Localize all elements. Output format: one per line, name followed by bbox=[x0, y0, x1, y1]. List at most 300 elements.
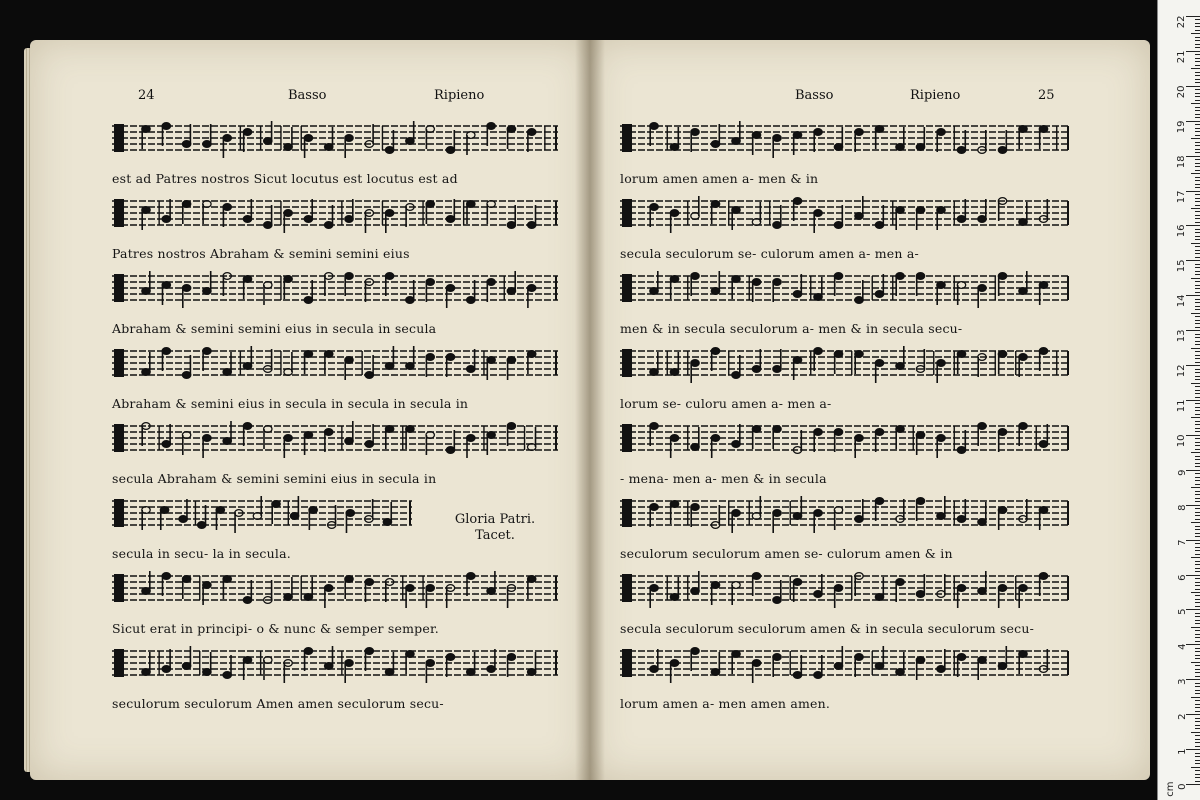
ruler-tick bbox=[1195, 739, 1200, 740]
ruler-tick bbox=[1195, 707, 1200, 708]
ruler-tick bbox=[1195, 152, 1200, 153]
ruler-tick bbox=[1195, 718, 1200, 719]
ruler-tick bbox=[1186, 365, 1200, 366]
ruler-tick bbox=[1195, 302, 1200, 303]
lyric-line: seculorum seculorum Amen amen seculorum secu- bbox=[112, 696, 444, 711]
ruler-tick bbox=[1195, 107, 1200, 108]
ruler-tick bbox=[1186, 330, 1200, 331]
ruler-tick bbox=[1195, 735, 1200, 736]
ruler-tick bbox=[1195, 23, 1200, 24]
ruler-tick bbox=[1191, 208, 1200, 209]
ruler-tick bbox=[1195, 442, 1200, 443]
ruler-unit: cm bbox=[1164, 781, 1176, 797]
ruler-tick bbox=[1195, 211, 1200, 212]
music-system bbox=[112, 343, 558, 411]
ruler-tick bbox=[1195, 264, 1200, 265]
ruler-tick bbox=[1195, 648, 1200, 649]
ruler-tick bbox=[1195, 651, 1200, 652]
music-system bbox=[112, 493, 412, 561]
ruler-label: 2 bbox=[1176, 713, 1188, 721]
ruler-tick bbox=[1191, 417, 1200, 418]
ruler-tick bbox=[1195, 498, 1200, 499]
ruler-tick bbox=[1195, 170, 1200, 171]
lyric-line: Abraham & semini eius in secula in secula in secula in bbox=[112, 396, 469, 411]
staff-container bbox=[620, 118, 1070, 158]
ruler-tick bbox=[1195, 110, 1200, 111]
ruler-label: 10 bbox=[1176, 434, 1188, 448]
ruler-tick bbox=[1195, 693, 1200, 694]
ruler-tick bbox=[1195, 341, 1200, 342]
lyric-line: lorum amen amen a- men & in bbox=[620, 171, 819, 186]
ruler-tick bbox=[1195, 145, 1200, 146]
ruler-tick bbox=[1195, 114, 1200, 115]
ruler-tick bbox=[1186, 121, 1200, 122]
ruler-tick bbox=[1195, 445, 1200, 446]
ruler-tick bbox=[1195, 344, 1200, 345]
ruler-tick bbox=[1195, 529, 1200, 530]
ruler-tick bbox=[1195, 658, 1200, 659]
ruler-tick bbox=[1195, 306, 1200, 307]
ruler-tick bbox=[1195, 177, 1200, 178]
ruler-tick bbox=[1186, 435, 1200, 436]
music-system bbox=[112, 568, 558, 636]
ruler-tick bbox=[1195, 543, 1200, 544]
ruler-tick bbox=[1195, 578, 1200, 579]
ruler-tick bbox=[1195, 58, 1200, 59]
ruler-tick bbox=[1191, 138, 1200, 139]
ruler-tick bbox=[1195, 704, 1200, 705]
ruler-tick bbox=[1195, 473, 1200, 474]
right-page-number: 25 bbox=[1038, 88, 1055, 103]
ruler-tick bbox=[1195, 299, 1200, 300]
ruler-tick bbox=[1195, 438, 1200, 439]
music-system bbox=[620, 343, 1070, 411]
ruler-tick bbox=[1195, 421, 1200, 422]
ruler-tick bbox=[1195, 630, 1200, 631]
staff-container bbox=[620, 493, 1070, 533]
ruler-tick bbox=[1195, 292, 1200, 293]
ruler-tick bbox=[1186, 749, 1200, 750]
ruler-tick bbox=[1195, 246, 1200, 247]
ruler-tick bbox=[1195, 711, 1200, 712]
ruler-tick bbox=[1195, 93, 1200, 94]
ruler-tick bbox=[1191, 348, 1200, 349]
ruler-tick bbox=[1195, 397, 1200, 398]
open-book bbox=[30, 40, 1150, 780]
ruler-tick bbox=[1195, 602, 1200, 603]
ruler-tick bbox=[1191, 732, 1200, 733]
ruler-tick bbox=[1195, 613, 1200, 614]
ruler-label: 15 bbox=[1176, 259, 1188, 273]
ruler-tick bbox=[1195, 526, 1200, 527]
tacet-line-1: Gloria Patri. bbox=[454, 512, 536, 527]
ruler-tick bbox=[1195, 686, 1200, 687]
ruler-tick bbox=[1195, 358, 1200, 359]
staff-container bbox=[112, 493, 412, 533]
ruler-tick bbox=[1195, 620, 1200, 621]
ruler-label: 3 bbox=[1176, 678, 1188, 686]
ruler-tick bbox=[1186, 609, 1200, 610]
ruler-tick bbox=[1195, 508, 1200, 509]
music-system bbox=[620, 118, 1070, 186]
ruler-tick bbox=[1195, 770, 1200, 771]
ruler-tick bbox=[1195, 676, 1200, 677]
ruler-label: 5 bbox=[1176, 608, 1188, 616]
ruler-tick bbox=[1191, 383, 1200, 384]
ruler-tick bbox=[1195, 135, 1200, 136]
ruler-label: 20 bbox=[1176, 85, 1188, 99]
ruler-label: 19 bbox=[1176, 120, 1188, 133]
staff-container bbox=[620, 643, 1070, 683]
ruler-tick bbox=[1195, 554, 1200, 555]
ruler-tick bbox=[1191, 103, 1200, 104]
ruler-tick bbox=[1195, 201, 1200, 202]
ruler-tick bbox=[1195, 756, 1200, 757]
music-system bbox=[620, 418, 1070, 486]
ruler-tick bbox=[1195, 274, 1200, 275]
ruler-tick bbox=[1195, 40, 1200, 41]
ruler-tick bbox=[1195, 515, 1200, 516]
ruler-tick bbox=[1195, 386, 1200, 387]
ruler-tick bbox=[1195, 424, 1200, 425]
ruler-tick bbox=[1186, 225, 1200, 226]
music-system bbox=[620, 493, 1070, 561]
left-part-name: Basso bbox=[288, 88, 327, 103]
ruler-tick bbox=[1195, 725, 1200, 726]
ruler-tick bbox=[1195, 519, 1200, 520]
ruler-tick bbox=[1195, 372, 1200, 373]
music-system bbox=[112, 118, 558, 186]
ruler-tick bbox=[1195, 26, 1200, 27]
ruler-tick bbox=[1195, 253, 1200, 254]
ruler-tick bbox=[1195, 403, 1200, 404]
ruler-label: 0 bbox=[1176, 783, 1188, 790]
ruler-tick bbox=[1195, 753, 1200, 754]
lyric-line: Abraham & semini semini eius in secula in secula bbox=[112, 321, 437, 336]
ruler-tick bbox=[1191, 68, 1200, 69]
ruler-tick bbox=[1191, 278, 1200, 279]
ruler-tick bbox=[1195, 777, 1200, 778]
staff-container bbox=[620, 568, 1070, 608]
ruler-tick bbox=[1195, 634, 1200, 635]
music-staff bbox=[620, 493, 1070, 537]
ruler-tick bbox=[1186, 505, 1200, 506]
ruler-tick bbox=[1195, 215, 1200, 216]
lyric-line: - mena- men a- men & in secula bbox=[620, 471, 827, 486]
ruler-tick bbox=[1195, 239, 1200, 240]
ruler-tick bbox=[1195, 763, 1200, 764]
lyric-line: Sicut erat in principi- o & nunc & semper semper. bbox=[112, 621, 439, 636]
ruler-tick bbox=[1195, 19, 1200, 20]
ruler-tick bbox=[1195, 533, 1200, 534]
ruler-tick bbox=[1195, 65, 1200, 66]
ruler-tick bbox=[1186, 575, 1200, 576]
right-role-label: Ripieno bbox=[910, 88, 961, 103]
ruler-label: 6 bbox=[1176, 574, 1188, 581]
ruler-tick bbox=[1195, 683, 1200, 684]
tacet-line-2: Tacet. bbox=[475, 528, 515, 543]
ruler-tick bbox=[1186, 540, 1200, 541]
ruler-tick bbox=[1195, 582, 1200, 583]
ruler-tick bbox=[1195, 721, 1200, 722]
ruler-tick bbox=[1195, 616, 1200, 617]
staff-container bbox=[112, 193, 558, 233]
ruler-tick bbox=[1195, 494, 1200, 495]
ruler-tick bbox=[1195, 285, 1200, 286]
ruler-tick bbox=[1195, 309, 1200, 310]
ruler-tick bbox=[1191, 33, 1200, 34]
ruler-tick bbox=[1195, 163, 1200, 164]
ruler-tick bbox=[1191, 487, 1200, 488]
staff-container bbox=[112, 118, 558, 158]
ruler-tick bbox=[1195, 466, 1200, 467]
ruler-tick bbox=[1191, 697, 1200, 698]
ruler-tick bbox=[1195, 746, 1200, 747]
ruler-tick bbox=[1195, 166, 1200, 167]
ruler-tick bbox=[1195, 61, 1200, 62]
music-staff bbox=[112, 193, 558, 237]
ruler-tick bbox=[1195, 599, 1200, 600]
ruler-tick bbox=[1186, 400, 1200, 401]
ruler-label: 1 bbox=[1176, 748, 1188, 755]
ruler-tick bbox=[1186, 644, 1200, 645]
ruler-tick bbox=[1195, 131, 1200, 132]
ruler-tick bbox=[1195, 484, 1200, 485]
ruler-tick bbox=[1195, 89, 1200, 90]
ruler-tick bbox=[1195, 218, 1200, 219]
ruler-tick bbox=[1195, 75, 1200, 76]
ruler-tick bbox=[1191, 173, 1200, 174]
ruler-tick bbox=[1195, 180, 1200, 181]
ruler-tick bbox=[1195, 362, 1200, 363]
music-staff bbox=[112, 343, 558, 387]
ruler-tick bbox=[1195, 606, 1200, 607]
ruler-tick bbox=[1186, 16, 1200, 17]
ruler-tick bbox=[1195, 589, 1200, 590]
ruler-label: 9 bbox=[1176, 469, 1188, 476]
ruler-tick bbox=[1195, 236, 1200, 237]
ruler-tick bbox=[1195, 128, 1200, 129]
ruler-tick bbox=[1186, 156, 1200, 157]
ruler-tick bbox=[1195, 351, 1200, 352]
ruler-tick bbox=[1186, 679, 1200, 680]
ruler-tick bbox=[1191, 662, 1200, 663]
lyric-line: secula seculorum seculorum amen & in secula seculorum secu- bbox=[620, 621, 1035, 636]
ruler-tick bbox=[1195, 54, 1200, 55]
ruler-tick bbox=[1195, 477, 1200, 478]
ruler-tick bbox=[1195, 117, 1200, 118]
ruler-tick bbox=[1195, 327, 1200, 328]
ruler-tick bbox=[1195, 414, 1200, 415]
music-system bbox=[112, 268, 558, 336]
music-system bbox=[620, 268, 1070, 336]
ruler-tick bbox=[1195, 44, 1200, 45]
staff-container bbox=[112, 268, 558, 308]
ruler-tick bbox=[1195, 410, 1200, 411]
ruler-tick bbox=[1191, 767, 1200, 768]
right-page bbox=[590, 40, 1150, 780]
ruler-tick bbox=[1195, 728, 1200, 729]
ruler-tick bbox=[1195, 337, 1200, 338]
music-staff bbox=[620, 118, 1070, 162]
ruler-tick bbox=[1195, 320, 1200, 321]
ruler-tick bbox=[1195, 47, 1200, 48]
right-part-name: Basso bbox=[795, 88, 834, 103]
staff-container bbox=[620, 343, 1070, 383]
ruler-tick bbox=[1195, 159, 1200, 160]
measurement-ruler bbox=[1157, 0, 1200, 800]
ruler-tick bbox=[1195, 456, 1200, 457]
ruler-tick bbox=[1195, 323, 1200, 324]
ruler-tick bbox=[1195, 79, 1200, 80]
ruler-tick bbox=[1186, 260, 1200, 261]
music-staff bbox=[112, 493, 412, 537]
ruler-tick bbox=[1195, 480, 1200, 481]
lyric-line: Patres nostros Abraham & semini semini eius bbox=[112, 246, 410, 261]
ruler-tick bbox=[1186, 51, 1200, 52]
lyric-line: est ad Patres nostros Sicut locutus est locutus est ad bbox=[112, 171, 458, 186]
ruler-tick bbox=[1195, 459, 1200, 460]
ruler-tick bbox=[1195, 561, 1200, 562]
ruler-tick bbox=[1195, 585, 1200, 586]
ruler-label: 18 bbox=[1176, 155, 1188, 168]
ruler-tick bbox=[1195, 449, 1200, 450]
ruler-tick bbox=[1191, 522, 1200, 523]
ruler-tick bbox=[1195, 512, 1200, 513]
ruler-tick bbox=[1191, 627, 1200, 628]
ruler-label: 7 bbox=[1176, 539, 1188, 546]
ruler-tick bbox=[1191, 243, 1200, 244]
ruler-tick bbox=[1186, 784, 1200, 785]
staff-container bbox=[112, 343, 558, 383]
ruler-label: 11 bbox=[1176, 399, 1188, 413]
ruler-tick bbox=[1195, 665, 1200, 666]
ruler-tick bbox=[1195, 431, 1200, 432]
staff-container bbox=[112, 568, 558, 608]
ruler-tick bbox=[1195, 96, 1200, 97]
ruler-tick bbox=[1186, 191, 1200, 192]
ruler-tick bbox=[1195, 194, 1200, 195]
ruler-tick bbox=[1195, 669, 1200, 670]
ruler-tick bbox=[1195, 288, 1200, 289]
music-staff bbox=[112, 643, 558, 687]
ruler-label: 22 bbox=[1176, 15, 1188, 29]
music-staff bbox=[112, 118, 558, 162]
ruler-tick bbox=[1195, 672, 1200, 673]
music-staff bbox=[620, 643, 1070, 687]
ruler-tick bbox=[1195, 281, 1200, 282]
ruler-tick bbox=[1195, 37, 1200, 38]
ruler-tick bbox=[1195, 690, 1200, 691]
ruler-label: 12 bbox=[1176, 364, 1188, 378]
ruler-tick bbox=[1195, 82, 1200, 83]
ruler-label: 21 bbox=[1176, 50, 1188, 64]
ruler-tick bbox=[1195, 334, 1200, 335]
left-role-label: Ripieno bbox=[434, 88, 485, 103]
ruler-tick bbox=[1195, 641, 1200, 642]
staff-container bbox=[620, 268, 1070, 308]
ruler-tick bbox=[1195, 595, 1200, 596]
ruler-tick bbox=[1195, 547, 1200, 548]
left-page-number: 24 bbox=[138, 88, 155, 103]
ruler-tick bbox=[1195, 491, 1200, 492]
ruler-tick bbox=[1195, 550, 1200, 551]
book-gutter bbox=[575, 40, 605, 780]
ruler-tick bbox=[1195, 655, 1200, 656]
ruler-tick bbox=[1195, 501, 1200, 502]
ruler-tick bbox=[1195, 355, 1200, 356]
ruler-tick bbox=[1186, 470, 1200, 471]
music-staff bbox=[112, 418, 558, 462]
staff-container bbox=[112, 643, 558, 683]
music-system bbox=[620, 193, 1070, 261]
ruler-tick bbox=[1195, 568, 1200, 569]
ruler-tick bbox=[1195, 379, 1200, 380]
ruler-tick bbox=[1195, 149, 1200, 150]
ruler-label: 16 bbox=[1176, 224, 1188, 238]
music-staff bbox=[620, 193, 1070, 237]
ruler-tick bbox=[1195, 184, 1200, 185]
ruler-label: 13 bbox=[1176, 329, 1188, 343]
ruler-tick bbox=[1191, 452, 1200, 453]
ruler-tick bbox=[1195, 700, 1200, 701]
music-system bbox=[112, 643, 558, 711]
ruler-tick bbox=[1191, 313, 1200, 314]
music-staff bbox=[112, 568, 558, 612]
ruler-tick bbox=[1195, 390, 1200, 391]
ruler-tick bbox=[1195, 407, 1200, 408]
ruler-tick bbox=[1195, 222, 1200, 223]
music-system bbox=[620, 568, 1070, 636]
ruler-tick bbox=[1195, 198, 1200, 199]
ruler-tick bbox=[1195, 376, 1200, 377]
ruler-tick bbox=[1191, 557, 1200, 558]
lyric-line: secula Abraham & semini semini eius in secula in bbox=[112, 471, 437, 486]
music-staff bbox=[620, 418, 1070, 462]
lyric-line: secula in secu- la in secula. bbox=[112, 546, 291, 561]
ruler-tick bbox=[1195, 369, 1200, 370]
staff-container bbox=[620, 193, 1070, 233]
ruler-tick bbox=[1195, 393, 1200, 394]
tacet-note bbox=[440, 512, 550, 544]
ruler-label: 14 bbox=[1176, 294, 1188, 308]
left-page bbox=[30, 40, 590, 780]
ruler-tick bbox=[1195, 316, 1200, 317]
ruler-tick bbox=[1195, 571, 1200, 572]
ruler-tick bbox=[1195, 271, 1200, 272]
ruler-label: 4 bbox=[1176, 643, 1188, 651]
ruler-tick bbox=[1195, 428, 1200, 429]
music-staff bbox=[620, 343, 1070, 387]
ruler-tick bbox=[1186, 295, 1200, 296]
ruler-tick bbox=[1186, 86, 1200, 87]
music-system bbox=[112, 193, 558, 261]
music-staff bbox=[620, 268, 1070, 312]
ruler-tick bbox=[1195, 257, 1200, 258]
lyric-line: lorum amen a- men amen amen. bbox=[620, 696, 831, 711]
ruler-tick bbox=[1186, 714, 1200, 715]
lyric-line: seculorum seculorum amen se- culorum amen & in bbox=[620, 546, 953, 561]
ruler-tick bbox=[1195, 781, 1200, 782]
lyric-line: men & in secula seculorum a- men & in secula secu- bbox=[620, 321, 963, 336]
ruler-tick bbox=[1195, 267, 1200, 268]
ruler-tick bbox=[1195, 463, 1200, 464]
lyric-line: secula seculorum se- culorum amen a- men a- bbox=[620, 246, 919, 261]
ruler-tick bbox=[1195, 232, 1200, 233]
ruler-tick bbox=[1195, 187, 1200, 188]
ruler-tick bbox=[1195, 536, 1200, 537]
ruler-tick bbox=[1195, 229, 1200, 230]
